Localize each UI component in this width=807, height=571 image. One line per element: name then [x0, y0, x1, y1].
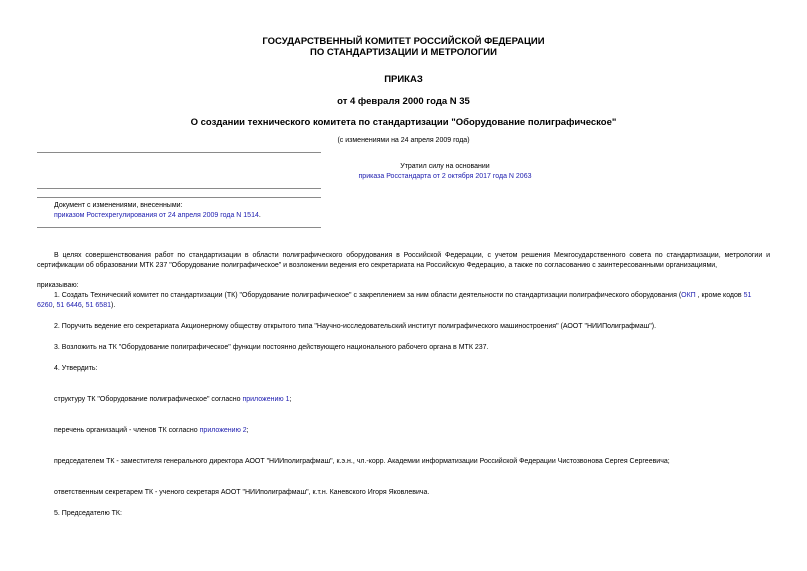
code-link[interactable]: 51 6581 — [85, 302, 111, 309]
paragraph-5: 5. Председателю ТК: — [54, 510, 122, 517]
approve-item-2: перечень организаций - членов ТК согласно приложению 2; — [54, 427, 249, 434]
changes-link[interactable]: приказом Ростехрегулирования от 24 апреля 2009 года N 1514 — [54, 212, 259, 219]
approve-item-1: структуру ТК "Оборудование полиграфическое" согласно приложению 1; — [54, 396, 292, 403]
paragraph-2: 2. Поручить ведение его секретариата Акционерному обществу открытого типа "Научно-исследовательский институт полиграфического машиностроения" (АООТ "НИИПолиграфмаш"). — [54, 323, 657, 330]
code-link[interactable]: 51 6260 — [37, 292, 752, 309]
divider — [37, 152, 321, 153]
agency-name-line2: ПО СТАНДАРТИЗАЦИИ И МЕТРОЛОГИИ — [310, 47, 497, 58]
changes-entry: приказом Ростехрегулирования от 24 апреля 2009 года N 1514. — [54, 212, 261, 219]
paragraph-3: 3. Возложить на ТК "Оборудование полиграфическое" функции постоянно действующего национального рабочего органа в МТК 237. — [54, 344, 489, 351]
paragraph-1: 1. Создать Технический комитет по стандартизации (ТК) "Оборудование полиграфическое" с закреплением за ним области деятельности по стандартизации полиграфического оборудования (ОКП , кроме кодов 51 6260, 51 6446, 51 6581). — [37, 292, 752, 309]
okp-link[interactable]: ОКП — [681, 292, 696, 299]
paragraph-4: 4. Утвердить: — [54, 365, 98, 372]
approve-item-4: ответственным секретарем ТК - ученого секретаря АООТ "НИИполиграфмаш", к.т.н. Каневского Игоря Яковлевича. — [54, 489, 430, 496]
order-word: приказываю: — [37, 282, 79, 289]
changes-label: Документ с изменениями, внесенными: — [54, 202, 183, 209]
document-type: ПРИКАЗ — [384, 74, 423, 85]
lost-force-label: Утратил силу на основании — [400, 163, 490, 170]
approve-item-3: председателем ТК - заместителя генерального директора АООТ "НИИполиграфмаш", к.э.н., чл.-корр. Академии информатизации Российской Федерации Чистозвонова Сергея Сергеевича; — [54, 458, 670, 465]
document-title: О создании технического комитета по стандартизации "Оборудование полиграфическое" — [190, 117, 617, 128]
divider — [37, 227, 321, 228]
divider — [37, 197, 321, 198]
amendments-note: (с изменениями на 24 апреля 2009 года) — [337, 137, 470, 144]
lost-force-basis — [230, 172, 660, 182]
document-date-number: от 4 февраля 2000 года N 35 — [337, 96, 470, 107]
appendix-2-link[interactable]: приложению 2 — [199, 427, 247, 434]
code-link[interactable]: 51 6446 — [56, 302, 82, 309]
preamble: В целях совершенствования работ по стандартизации в области полиграфического оборудования в Российской Федерации, с учетом решения Межгосударственного совета по стандартизации, метрологии и сертификации об образовании МТК 237 "Оборудование полиграфическое" и возложении ведения его секретариата на Российскую Федерацию, а также по согласованию с заинтересованными организациями, — [37, 252, 770, 269]
divider — [37, 188, 321, 189]
agency-name-line1: ГОСУДАРСТВЕННЫЙ КОМИТЕТ РОССИЙСКОЙ ФЕДЕРАЦИИ — [262, 36, 545, 47]
basis-link[interactable]: приказа Росстандарта от 2 октября 2017 года N 2063 — [358, 173, 532, 180]
appendix-1-link[interactable]: приложению 1 — [242, 396, 290, 403]
